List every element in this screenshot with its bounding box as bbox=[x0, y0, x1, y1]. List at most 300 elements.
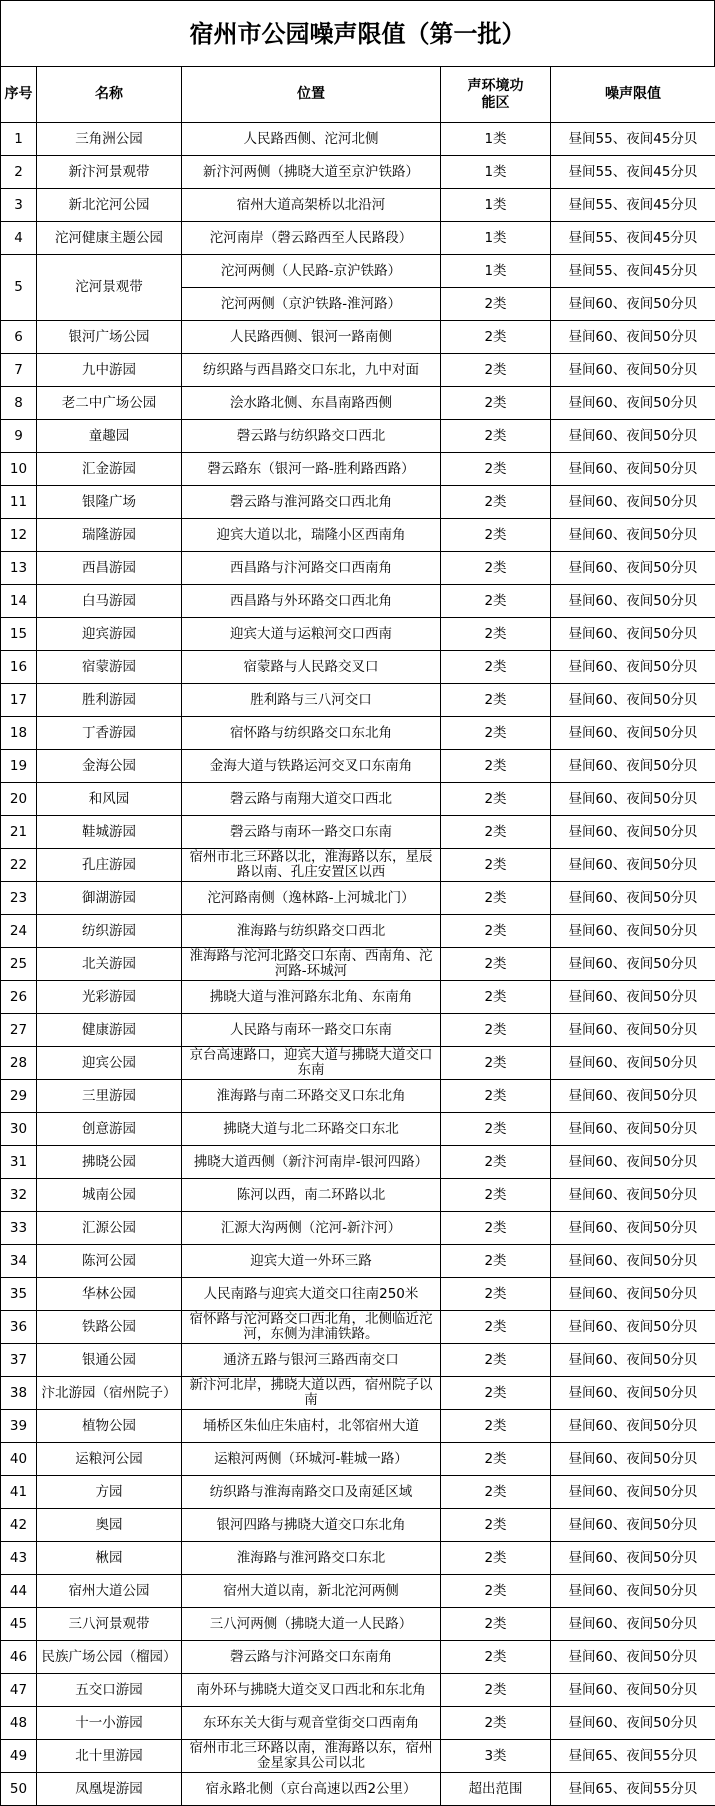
park-name: 北十里游园 bbox=[37, 1740, 182, 1773]
zone-class: 2类 bbox=[441, 1608, 551, 1641]
park-name: 银通公园 bbox=[37, 1344, 182, 1377]
zone-class: 3类 bbox=[441, 1740, 551, 1773]
table-row bbox=[1, 1278, 715, 1311]
park-location: 新汴河两侧（拂晓大道至京沪铁路） bbox=[182, 156, 441, 189]
zone-class: 2类 bbox=[441, 354, 551, 387]
zone-class: 2类 bbox=[441, 519, 551, 552]
zone-class: 2类 bbox=[441, 948, 551, 981]
park-location: 拂晓大道与北二环路交口东北 bbox=[182, 1113, 441, 1146]
row-number: 17 bbox=[1, 684, 37, 717]
noise-limit: 昼间55、夜间45分贝 bbox=[551, 189, 715, 222]
zone-class: 2类 bbox=[441, 981, 551, 1014]
park-location: 人民路西侧、银河一路南侧 bbox=[182, 321, 441, 354]
park-name: 健康游园 bbox=[37, 1014, 182, 1047]
park-name: 新汴河景观带 bbox=[37, 156, 182, 189]
park-name: 和风园 bbox=[37, 783, 182, 816]
table-row bbox=[1, 1707, 715, 1740]
zone-class: 2类 bbox=[441, 1146, 551, 1179]
park-name: 凤凰堤游园 bbox=[37, 1773, 182, 1806]
table-row bbox=[1, 1014, 715, 1047]
row-number: 37 bbox=[1, 1344, 37, 1377]
zone-class: 2类 bbox=[441, 288, 551, 321]
row-number: 48 bbox=[1, 1707, 37, 1740]
row-number: 36 bbox=[1, 1311, 37, 1344]
park-name: 陈河公园 bbox=[37, 1245, 182, 1278]
header-location: 位置 bbox=[182, 67, 441, 123]
row-number: 24 bbox=[1, 915, 37, 948]
park-location: 东环东关大街与观音堂街交口西南角 bbox=[182, 1707, 441, 1740]
row-number: 2 bbox=[1, 156, 37, 189]
park-location: 淮海路与南二环路交叉口东北角 bbox=[182, 1080, 441, 1113]
table-row bbox=[1, 1113, 715, 1146]
noise-limit: 昼间60、夜间50分贝 bbox=[551, 1476, 715, 1509]
table-row bbox=[1, 1443, 715, 1476]
zone-class: 2类 bbox=[441, 849, 551, 882]
zone-class: 2类 bbox=[441, 1014, 551, 1047]
table-row bbox=[1, 981, 715, 1014]
park-name: 光彩游园 bbox=[37, 981, 182, 1014]
noise-limit: 昼间60、夜间50分贝 bbox=[551, 915, 715, 948]
table-row bbox=[1, 1575, 715, 1608]
row-number: 3 bbox=[1, 189, 37, 222]
noise-limit: 昼间60、夜间50分贝 bbox=[551, 1113, 715, 1146]
row-number: 43 bbox=[1, 1542, 37, 1575]
row-number: 29 bbox=[1, 1080, 37, 1113]
zone-class: 2类 bbox=[441, 1278, 551, 1311]
noise-limit: 昼间60、夜间50分贝 bbox=[551, 618, 715, 651]
row-number: 32 bbox=[1, 1179, 37, 1212]
zone-class: 2类 bbox=[441, 1575, 551, 1608]
park-location: 纺织路与淮海南路交口及南延区域 bbox=[182, 1476, 441, 1509]
zone-class: 1类 bbox=[441, 222, 551, 255]
noise-limit: 昼间60、夜间50分贝 bbox=[551, 1641, 715, 1674]
noise-limit: 昼间60、夜间50分贝 bbox=[551, 354, 715, 387]
table-row bbox=[1, 750, 715, 783]
row-number: 28 bbox=[1, 1047, 37, 1080]
noise-limit: 昼间55、夜间45分贝 bbox=[551, 123, 715, 156]
zone-class: 超出范围 bbox=[441, 1773, 551, 1806]
table-row bbox=[1, 1509, 715, 1542]
table-row bbox=[1, 1080, 715, 1113]
row-number: 44 bbox=[1, 1575, 37, 1608]
park-location: 人民路西侧、沱河北侧 bbox=[182, 123, 441, 156]
park-name: 北关游园 bbox=[37, 948, 182, 981]
row-number: 46 bbox=[1, 1641, 37, 1674]
noise-limit: 昼间60、夜间50分贝 bbox=[551, 882, 715, 915]
noise-limit: 昼间60、夜间50分贝 bbox=[551, 717, 715, 750]
park-location: 宿蒙路与人民路交叉口 bbox=[182, 651, 441, 684]
park-location: 淮海路与淮河路交口东北 bbox=[182, 1542, 441, 1575]
park-name: 宿蒙游园 bbox=[37, 651, 182, 684]
table-row bbox=[1, 354, 715, 387]
row-number: 39 bbox=[1, 1410, 37, 1443]
row-number: 26 bbox=[1, 981, 37, 1014]
zone-class: 2类 bbox=[441, 1641, 551, 1674]
park-location: 通济五路与银河三路西南交口 bbox=[182, 1344, 441, 1377]
park-location: 浍水路北侧、东昌南路西侧 bbox=[182, 387, 441, 420]
zone-class: 2类 bbox=[441, 453, 551, 486]
noise-limit: 昼间60、夜间50分贝 bbox=[551, 552, 715, 585]
zone-class: 2类 bbox=[441, 915, 551, 948]
park-name: 九中游园 bbox=[37, 354, 182, 387]
park-location: 沱河南岸（磬云路西至人民路段） bbox=[182, 222, 441, 255]
noise-limit: 昼间55、夜间45分贝 bbox=[551, 156, 715, 189]
zone-class: 2类 bbox=[441, 816, 551, 849]
row-number: 38 bbox=[1, 1377, 37, 1410]
park-name: 金海公园 bbox=[37, 750, 182, 783]
noise-limit: 昼间60、夜间50分贝 bbox=[551, 1179, 715, 1212]
noise-limit: 昼间60、夜间50分贝 bbox=[551, 1212, 715, 1245]
header-name: 名称 bbox=[37, 67, 182, 123]
table-row bbox=[1, 156, 715, 189]
table-row bbox=[1, 948, 715, 981]
park-name: 城南公园 bbox=[37, 1179, 182, 1212]
park-name: 汴北游园（宿州院子） bbox=[37, 1377, 182, 1410]
park-location: 宿怀路与沱河路交口西北角，北侧临近沱河，东侧为津浦铁路。 bbox=[182, 1311, 441, 1344]
zone-class: 1类 bbox=[441, 255, 551, 288]
noise-limit: 昼间60、夜间50分贝 bbox=[551, 1014, 715, 1047]
table-row bbox=[1, 189, 715, 222]
park-location: 迎宾大道一外环三路 bbox=[182, 1245, 441, 1278]
park-location: 磬云路东（银河一路-胜利路西路） bbox=[182, 453, 441, 486]
table-row bbox=[1, 1311, 715, 1344]
zone-class: 2类 bbox=[441, 684, 551, 717]
row-number: 23 bbox=[1, 882, 37, 915]
park-name: 宿州大道公园 bbox=[37, 1575, 182, 1608]
noise-limit: 昼间60、夜间50分贝 bbox=[551, 321, 715, 354]
zone-class: 2类 bbox=[441, 1542, 551, 1575]
table-row bbox=[1, 519, 715, 552]
park-location: 宿州大道以南，新北沱河两侧 bbox=[182, 1575, 441, 1608]
park-location: 磬云路与南翔大道交口西北 bbox=[182, 783, 441, 816]
park-name: 三八河景观带 bbox=[37, 1608, 182, 1641]
park-name: 创意游园 bbox=[37, 1113, 182, 1146]
park-name: 童趣园 bbox=[37, 420, 182, 453]
row-number: 1 bbox=[1, 123, 37, 156]
park-location: 磬云路与汴河路交口东南角 bbox=[182, 1641, 441, 1674]
row-number: 49 bbox=[1, 1740, 37, 1773]
park-location: 银河四路与拂晓大道交口东北角 bbox=[182, 1509, 441, 1542]
noise-limit: 昼间60、夜间50分贝 bbox=[551, 453, 715, 486]
park-name: 运粮河公园 bbox=[37, 1443, 182, 1476]
table-body bbox=[1, 123, 715, 1806]
row-number: 8 bbox=[1, 387, 37, 420]
park-name: 纺织游园 bbox=[37, 915, 182, 948]
park-name: 御湖游园 bbox=[37, 882, 182, 915]
noise-limit: 昼间60、夜间50分贝 bbox=[551, 1509, 715, 1542]
noise-limit: 昼间60、夜间50分贝 bbox=[551, 519, 715, 552]
table-row bbox=[1, 684, 715, 717]
page-title: 宿州市公园噪声限值（第一批） bbox=[0, 0, 715, 66]
header-row bbox=[1, 67, 715, 123]
table-row bbox=[1, 816, 715, 849]
park-location: 胜利路与三八河交口 bbox=[182, 684, 441, 717]
zone-class: 2类 bbox=[441, 1080, 551, 1113]
row-number: 45 bbox=[1, 1608, 37, 1641]
table-row bbox=[1, 1146, 715, 1179]
park-name: 铁路公园 bbox=[37, 1311, 182, 1344]
row-number: 5 bbox=[1, 255, 37, 321]
row-number: 14 bbox=[1, 585, 37, 618]
table-row bbox=[1, 651, 715, 684]
park-location: 埇桥区朱仙庄朱庙村，北邻宿州大道 bbox=[182, 1410, 441, 1443]
park-name: 沱河景观带 bbox=[37, 255, 182, 321]
park-location: 宿永路北侧（京台高速以西2公里） bbox=[182, 1773, 441, 1806]
table-row bbox=[1, 222, 715, 255]
zone-class: 2类 bbox=[441, 1179, 551, 1212]
park-name: 汇金游园 bbox=[37, 453, 182, 486]
zone-class: 1类 bbox=[441, 156, 551, 189]
zone-class: 2类 bbox=[441, 1377, 551, 1410]
park-name: 迎宾公园 bbox=[37, 1047, 182, 1080]
park-name: 奥园 bbox=[37, 1509, 182, 1542]
row-number: 40 bbox=[1, 1443, 37, 1476]
table-row bbox=[1, 783, 715, 816]
zone-class: 2类 bbox=[441, 1212, 551, 1245]
table-row bbox=[1, 1212, 715, 1245]
header-zone: 声环境功能区 bbox=[441, 67, 551, 123]
row-number: 41 bbox=[1, 1476, 37, 1509]
park-location: 沱河两侧（京沪铁路-淮河路） bbox=[182, 288, 441, 321]
park-name: 十一小游园 bbox=[37, 1707, 182, 1740]
zone-class: 2类 bbox=[441, 717, 551, 750]
row-number: 27 bbox=[1, 1014, 37, 1047]
zone-class: 2类 bbox=[441, 486, 551, 519]
noise-limit: 昼间60、夜间50分贝 bbox=[551, 1278, 715, 1311]
row-number: 7 bbox=[1, 354, 37, 387]
park-name: 丁香游园 bbox=[37, 717, 182, 750]
park-name: 拂晓公园 bbox=[37, 1146, 182, 1179]
row-number: 10 bbox=[1, 453, 37, 486]
zone-class: 2类 bbox=[441, 420, 551, 453]
park-name: 孔庄游园 bbox=[37, 849, 182, 882]
row-number: 19 bbox=[1, 750, 37, 783]
park-name: 西昌游园 bbox=[37, 552, 182, 585]
noise-limit: 昼间60、夜间50分贝 bbox=[551, 948, 715, 981]
noise-limit: 昼间60、夜间50分贝 bbox=[551, 1575, 715, 1608]
table-row bbox=[1, 420, 715, 453]
park-name: 三角洲公园 bbox=[37, 123, 182, 156]
zone-class: 2类 bbox=[441, 882, 551, 915]
row-number: 34 bbox=[1, 1245, 37, 1278]
zone-class: 2类 bbox=[441, 585, 551, 618]
noise-limit: 昼间60、夜间50分贝 bbox=[551, 816, 715, 849]
park-location: 运粮河两侧（环城河-鞋城一路） bbox=[182, 1443, 441, 1476]
noise-limit: 昼间60、夜间50分贝 bbox=[551, 1608, 715, 1641]
table-row bbox=[1, 585, 715, 618]
zone-class: 2类 bbox=[441, 1245, 551, 1278]
table-row bbox=[1, 1773, 715, 1806]
noise-limit: 昼间60、夜间50分贝 bbox=[551, 1311, 715, 1344]
noise-limit: 昼间65、夜间55分贝 bbox=[551, 1773, 715, 1806]
zone-class: 2类 bbox=[441, 1311, 551, 1344]
row-number: 6 bbox=[1, 321, 37, 354]
zone-class: 2类 bbox=[441, 1410, 551, 1443]
table-row bbox=[1, 453, 715, 486]
zone-class: 2类 bbox=[441, 651, 551, 684]
table-row bbox=[1, 882, 715, 915]
park-name: 胜利游园 bbox=[37, 684, 182, 717]
zone-class: 2类 bbox=[441, 618, 551, 651]
park-location: 西昌路与外环路交口西北角 bbox=[182, 585, 441, 618]
park-location: 磬云路与淮河路交口西北角 bbox=[182, 486, 441, 519]
row-number: 15 bbox=[1, 618, 37, 651]
table-row bbox=[1, 1047, 715, 1080]
noise-limit: 昼间60、夜间50分贝 bbox=[551, 1344, 715, 1377]
park-location: 迎宾大道与运粮河交口西南 bbox=[182, 618, 441, 651]
park-name: 瑞隆游园 bbox=[37, 519, 182, 552]
park-name: 沱河健康主题公园 bbox=[37, 222, 182, 255]
park-location: 宿怀路与纺织路交口东北角 bbox=[182, 717, 441, 750]
park-name: 民族广场公园（榴园） bbox=[37, 1641, 182, 1674]
noise-limit: 昼间60、夜间50分贝 bbox=[551, 1047, 715, 1080]
park-location: 宿州大道高架桥以北沿河 bbox=[182, 189, 441, 222]
park-location: 金海大道与铁路运河交叉口东南角 bbox=[182, 750, 441, 783]
zone-class: 2类 bbox=[441, 1113, 551, 1146]
noise-limit: 昼间60、夜间50分贝 bbox=[551, 1410, 715, 1443]
noise-limit: 昼间60、夜间50分贝 bbox=[551, 651, 715, 684]
zone-class: 2类 bbox=[441, 1476, 551, 1509]
zone-class: 2类 bbox=[441, 1443, 551, 1476]
noise-limit: 昼间60、夜间50分贝 bbox=[551, 750, 715, 783]
row-number: 42 bbox=[1, 1509, 37, 1542]
row-number: 33 bbox=[1, 1212, 37, 1245]
row-number: 50 bbox=[1, 1773, 37, 1806]
table-row bbox=[1, 1377, 715, 1410]
noise-limit: 昼间60、夜间50分贝 bbox=[551, 1443, 715, 1476]
park-location: 宿州市北三环路以南，淮海路以东，宿州金星家具公司以北 bbox=[182, 1740, 441, 1773]
row-number: 47 bbox=[1, 1674, 37, 1707]
park-location: 沱河路南侧（逸林路-上河城北门） bbox=[182, 882, 441, 915]
noise-limit: 昼间65、夜间55分贝 bbox=[551, 1740, 715, 1773]
zone-class: 2类 bbox=[441, 1674, 551, 1707]
table-row bbox=[1, 915, 715, 948]
park-name: 植物公园 bbox=[37, 1410, 182, 1443]
table-row bbox=[1, 1641, 715, 1674]
row-number: 31 bbox=[1, 1146, 37, 1179]
zone-class: 2类 bbox=[441, 387, 551, 420]
table-row bbox=[1, 1245, 715, 1278]
noise-limit: 昼间60、夜间50分贝 bbox=[551, 486, 715, 519]
noise-limit: 昼间60、夜间50分贝 bbox=[551, 1707, 715, 1740]
park-location: 磬云路与南环一路交口东南 bbox=[182, 816, 441, 849]
park-location: 西昌路与汴河路交口西南角 bbox=[182, 552, 441, 585]
table-row bbox=[1, 486, 715, 519]
noise-limit: 昼间60、夜间50分贝 bbox=[551, 1377, 715, 1410]
park-name: 方园 bbox=[37, 1476, 182, 1509]
zone-class: 2类 bbox=[441, 1707, 551, 1740]
row-number: 25 bbox=[1, 948, 37, 981]
row-number: 22 bbox=[1, 849, 37, 882]
park-name: 华林公园 bbox=[37, 1278, 182, 1311]
park-location: 陈河以西，南二环路以北 bbox=[182, 1179, 441, 1212]
row-number: 12 bbox=[1, 519, 37, 552]
row-number: 35 bbox=[1, 1278, 37, 1311]
table-row bbox=[1, 1179, 715, 1212]
noise-limit-table bbox=[0, 66, 715, 1806]
noise-limit: 昼间60、夜间50分贝 bbox=[551, 684, 715, 717]
table-row bbox=[1, 1410, 715, 1443]
park-location: 宿州市北三环路以北，淮海路以东，星辰路以南、孔庄安置区以西 bbox=[182, 849, 441, 882]
park-location: 拂晓大道与淮河路东北角、东南角 bbox=[182, 981, 441, 1014]
park-name: 三里游园 bbox=[37, 1080, 182, 1113]
zone-class: 2类 bbox=[441, 552, 551, 585]
noise-limit: 昼间60、夜间50分贝 bbox=[551, 288, 715, 321]
table-row bbox=[1, 618, 715, 651]
table-row bbox=[1, 552, 715, 585]
header-limit: 噪声限值 bbox=[551, 67, 715, 123]
park-name: 楸园 bbox=[37, 1542, 182, 1575]
park-name: 老二中广场公园 bbox=[37, 387, 182, 420]
park-location: 拂晓大道西侧（新汴河南岸-银河四路） bbox=[182, 1146, 441, 1179]
noise-limit: 昼间60、夜间50分贝 bbox=[551, 783, 715, 816]
table-row bbox=[1, 849, 715, 882]
park-location: 纺织路与西昌路交口东北，九中对面 bbox=[182, 354, 441, 387]
park-location: 人民路与南环一路交口东南 bbox=[182, 1014, 441, 1047]
park-name: 新北沱河公园 bbox=[37, 189, 182, 222]
table-row bbox=[1, 387, 715, 420]
park-location: 人民南路与迎宾大道交口往南250米 bbox=[182, 1278, 441, 1311]
zone-class: 2类 bbox=[441, 1509, 551, 1542]
zone-class: 1类 bbox=[441, 189, 551, 222]
park-name: 白马游园 bbox=[37, 585, 182, 618]
park-name: 汇源公园 bbox=[37, 1212, 182, 1245]
table-row bbox=[1, 1542, 715, 1575]
noise-limit: 昼间60、夜间50分贝 bbox=[551, 849, 715, 882]
row-number: 11 bbox=[1, 486, 37, 519]
table-row bbox=[1, 1674, 715, 1707]
table-row bbox=[1, 1344, 715, 1377]
noise-limit: 昼间55、夜间45分贝 bbox=[551, 222, 715, 255]
row-number: 13 bbox=[1, 552, 37, 585]
noise-limit: 昼间60、夜间50分贝 bbox=[551, 1146, 715, 1179]
table-row bbox=[1, 1476, 715, 1509]
park-location: 汇源大沟两侧（沱河-新汴河） bbox=[182, 1212, 441, 1245]
park-name: 鞋城游园 bbox=[37, 816, 182, 849]
table-row bbox=[1, 255, 715, 288]
noise-limit: 昼间60、夜间50分贝 bbox=[551, 1080, 715, 1113]
table-row bbox=[1, 123, 715, 156]
header-no: 序号 bbox=[1, 67, 37, 123]
zone-class: 2类 bbox=[441, 1344, 551, 1377]
zone-class: 2类 bbox=[441, 1047, 551, 1080]
park-location: 磬云路与纺织路交口西北 bbox=[182, 420, 441, 453]
row-number: 9 bbox=[1, 420, 37, 453]
noise-limit: 昼间60、夜间50分贝 bbox=[551, 1542, 715, 1575]
noise-limit: 昼间60、夜间50分贝 bbox=[551, 387, 715, 420]
zone-class: 2类 bbox=[441, 321, 551, 354]
row-number: 30 bbox=[1, 1113, 37, 1146]
noise-limit: 昼间55、夜间45分贝 bbox=[551, 255, 715, 288]
noise-limit: 昼间60、夜间50分贝 bbox=[551, 1674, 715, 1707]
table-row bbox=[1, 1740, 715, 1773]
table-row bbox=[1, 717, 715, 750]
park-location: 南外环与拂晓大道交叉口西北和东北角 bbox=[182, 1674, 441, 1707]
zone-class: 2类 bbox=[441, 783, 551, 816]
park-location: 沱河两侧（人民路-京沪铁路） bbox=[182, 255, 441, 288]
row-number: 18 bbox=[1, 717, 37, 750]
row-number: 21 bbox=[1, 816, 37, 849]
park-location: 京台高速路口，迎宾大道与拂晓大道交口东南 bbox=[182, 1047, 441, 1080]
row-number: 20 bbox=[1, 783, 37, 816]
row-number: 4 bbox=[1, 222, 37, 255]
noise-limit: 昼间60、夜间50分贝 bbox=[551, 420, 715, 453]
park-location: 三八河两侧（拂晓大道一人民路） bbox=[182, 1608, 441, 1641]
park-name: 五交口游园 bbox=[37, 1674, 182, 1707]
park-location: 淮海路与沱河北路交口东南、西南角、沱河路-环城河 bbox=[182, 948, 441, 981]
noise-limit: 昼间60、夜间50分贝 bbox=[551, 1245, 715, 1278]
park-name: 迎宾游园 bbox=[37, 618, 182, 651]
